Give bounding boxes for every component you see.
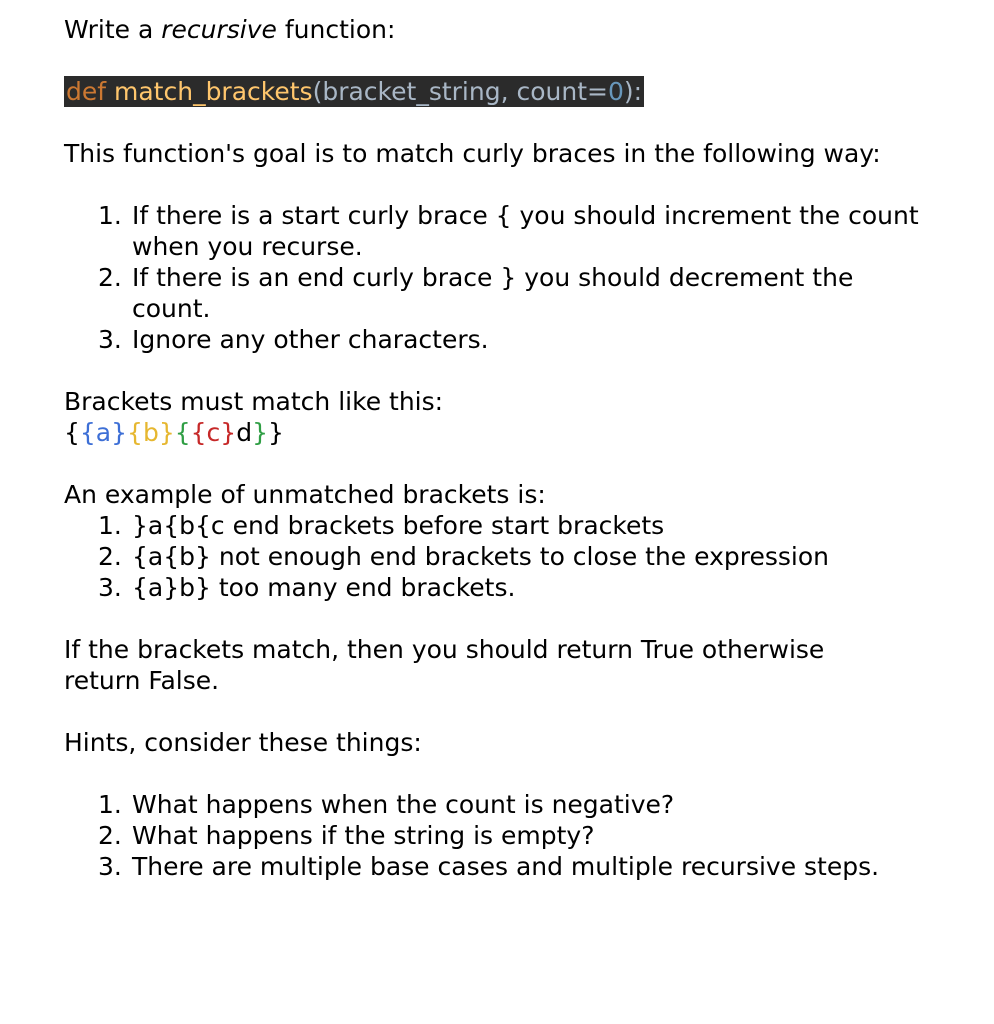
list-item	[64, 324, 994, 355]
bracket-segment: {	[174, 418, 191, 447]
rule-text-line2: count.	[132, 294, 211, 323]
list-item	[64, 851, 994, 882]
bracket-segment: {c}	[190, 418, 237, 447]
list-item	[64, 262, 994, 324]
list-number: 2.	[98, 542, 122, 571]
list-item	[64, 572, 994, 603]
unmatched-text: {a{b} not enough end brackets to close the expression	[132, 542, 829, 571]
code-params: (bracket_string, count=	[312, 77, 608, 106]
goal-text: This function's goal is to match curly braces in the following way:	[64, 139, 881, 168]
hint-text: There are multiple base cases and multiple recursive steps.	[132, 852, 880, 881]
match-example	[64, 417, 994, 448]
rules-list	[64, 200, 994, 355]
list-number: 1.	[98, 790, 122, 819]
code-default-value: 0	[607, 77, 624, 106]
rule-text-line2: when you recurse.	[132, 232, 363, 261]
list-number: 3.	[98, 325, 122, 354]
code-keyword: def	[66, 77, 114, 106]
list-item	[64, 820, 994, 851]
match-heading: Brackets must match like this:	[64, 387, 444, 416]
bracket-segment: }	[267, 418, 284, 447]
code-function-name: match_brackets	[114, 77, 313, 106]
hint-text: What happens if the string is empty?	[132, 821, 595, 850]
rule-text-line1: If there is a start curly brace { you should increment the count	[132, 201, 919, 230]
hint-text: What happens when the count is negative?	[132, 790, 675, 819]
list-item	[64, 541, 994, 572]
bracket-segment: d	[236, 418, 253, 447]
hints-heading: Hints, consider these things:	[64, 728, 422, 757]
list-item	[64, 200, 994, 262]
bracket-segment: {a}	[79, 418, 128, 447]
intro-prefix: Write a	[64, 15, 162, 44]
hints-list	[64, 789, 994, 882]
bracket-segment: {	[64, 418, 80, 447]
list-number: 1.	[98, 511, 122, 540]
rule-text-line1: Ignore any other characters.	[132, 325, 489, 354]
unmatched-heading: An example of unmatched brackets is:	[64, 480, 546, 509]
unmatched-text: }a{b{c end brackets before start brackets	[132, 511, 665, 540]
code-close: ):	[623, 77, 643, 106]
return-text-line2: return False.	[64, 666, 220, 695]
function-signature	[64, 76, 994, 107]
intro-emphasis: recursive	[161, 15, 277, 44]
bracket-segment: {b}	[127, 418, 175, 447]
list-number: 2.	[98, 263, 122, 292]
intro-line	[64, 14, 994, 45]
rule-text-line1: If there is an end curly brace } you should decrement the	[132, 263, 854, 292]
return-text-line1: If the brackets match, then you should return True otherwise	[64, 635, 825, 664]
intro-suffix: function:	[276, 15, 396, 44]
list-number: 3.	[98, 852, 122, 881]
bracket-segment: }	[252, 418, 268, 447]
list-number: 1.	[98, 201, 122, 230]
list-item	[64, 789, 994, 820]
code-block	[64, 76, 644, 107]
list-number: 2.	[98, 821, 122, 850]
unmatched-list	[64, 510, 994, 603]
list-item	[64, 510, 994, 541]
list-number: 3.	[98, 573, 122, 602]
unmatched-text: {a}b} too many end brackets.	[132, 573, 516, 602]
return-text	[64, 634, 994, 696]
